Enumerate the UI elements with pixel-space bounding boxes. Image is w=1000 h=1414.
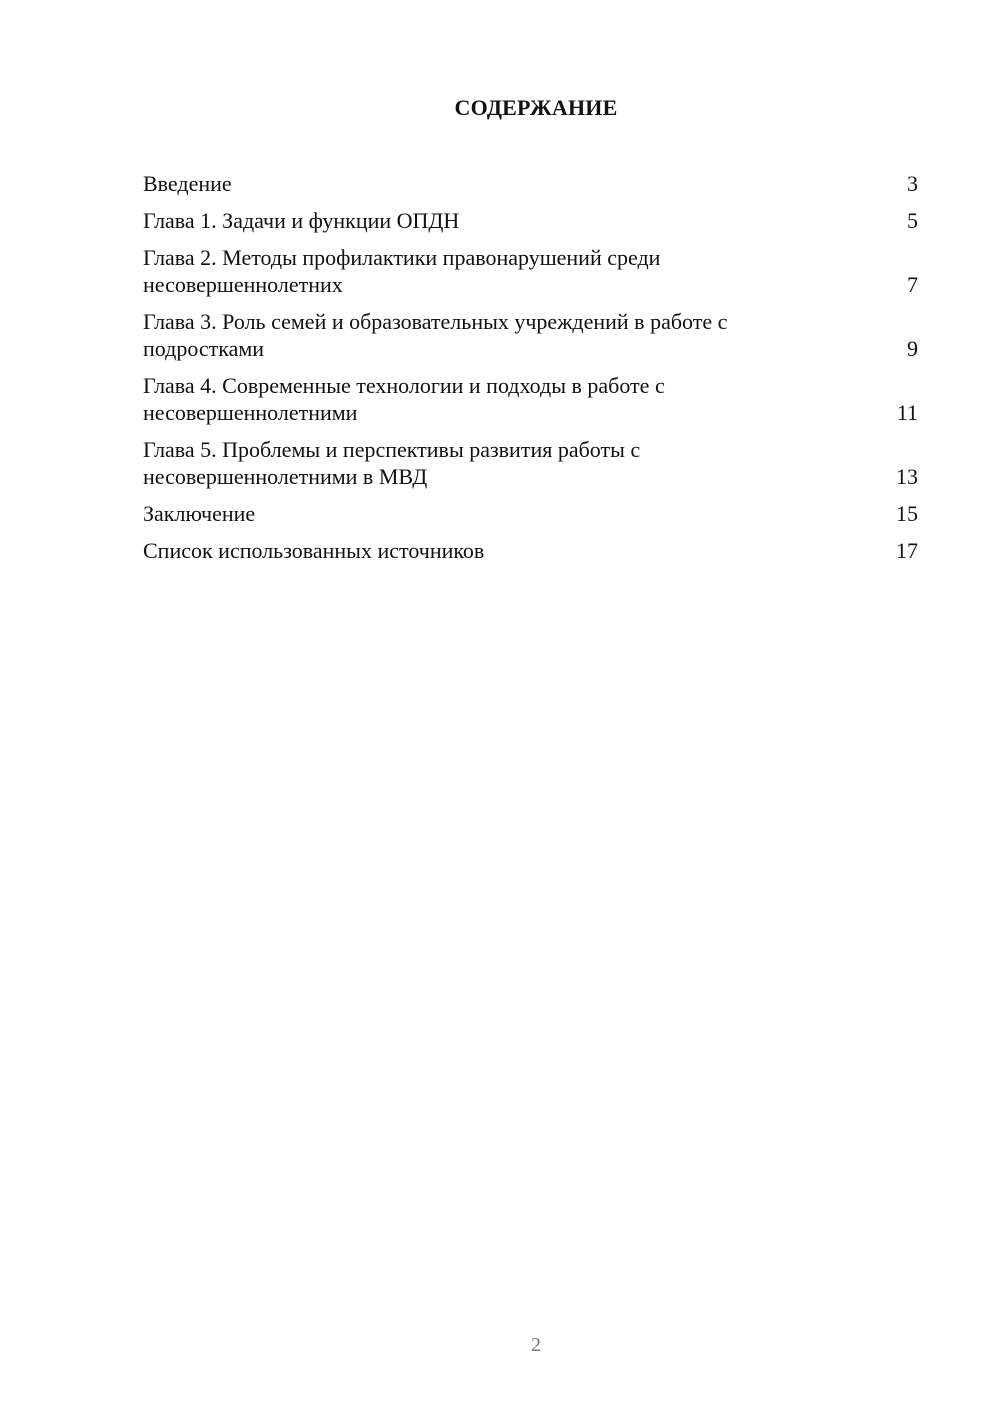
toc-entry-line: Глава 5. Проблемы и перспективы развития работы с (143, 437, 641, 462)
toc-entry-page: 11 (896, 400, 918, 425)
toc-entry (143, 207, 918, 234)
toc-entry (143, 170, 918, 197)
toc-entry-page: 7 (907, 272, 918, 297)
toc-entry (143, 372, 918, 426)
toc-entry-text (143, 244, 660, 298)
toc-entry (143, 500, 918, 527)
toc-entry-line: несовершеннолетними в МВД (143, 464, 428, 489)
toc-entry-line: Глава 3. Роль семей и образовательных учреждений в работе с (143, 309, 728, 334)
toc-entry-page: 3 (907, 171, 918, 196)
toc-entry-text (143, 372, 665, 426)
toc-entry-line: Глава 1. Задачи и функции ОПДН (143, 208, 460, 233)
toc-entry-line: несовершеннолетних (143, 272, 343, 297)
toc-entry-text (143, 436, 640, 490)
toc-entry (143, 244, 918, 298)
toc-entry-text (143, 308, 727, 362)
toc-entry-text (143, 500, 255, 527)
toc-entry-line: Заключение (143, 501, 256, 526)
toc-entry-page: 13 (896, 464, 918, 489)
toc-entry-text (143, 207, 459, 234)
toc-entry-line: подростками (143, 336, 265, 361)
toc-entry (143, 436, 918, 490)
toc-title: СОДЕРЖАНИЕ (454, 95, 618, 120)
toc-entry-line: Глава 4. Современные технологии и подходы в работе с (143, 373, 665, 398)
toc-entry-page: 9 (907, 336, 918, 361)
toc-entry-line: Список использованных источников (143, 538, 485, 563)
toc-entry-page: 5 (907, 208, 918, 233)
toc-entry-line: Глава 2. Методы профилактики правонарушений среди (143, 245, 661, 270)
toc-entry (143, 537, 918, 564)
toc-entry-line: несовершеннолетними (143, 400, 358, 425)
page-number: 2 (531, 1334, 541, 1356)
toc-entry-page: 15 (896, 501, 918, 526)
toc-entry-text (143, 170, 232, 197)
toc-entry-text (143, 537, 484, 564)
toc-entry-line: Введение (143, 171, 232, 196)
toc-entry-page: 17 (896, 538, 918, 563)
table-of-contents (143, 170, 918, 574)
toc-entry (143, 308, 918, 362)
